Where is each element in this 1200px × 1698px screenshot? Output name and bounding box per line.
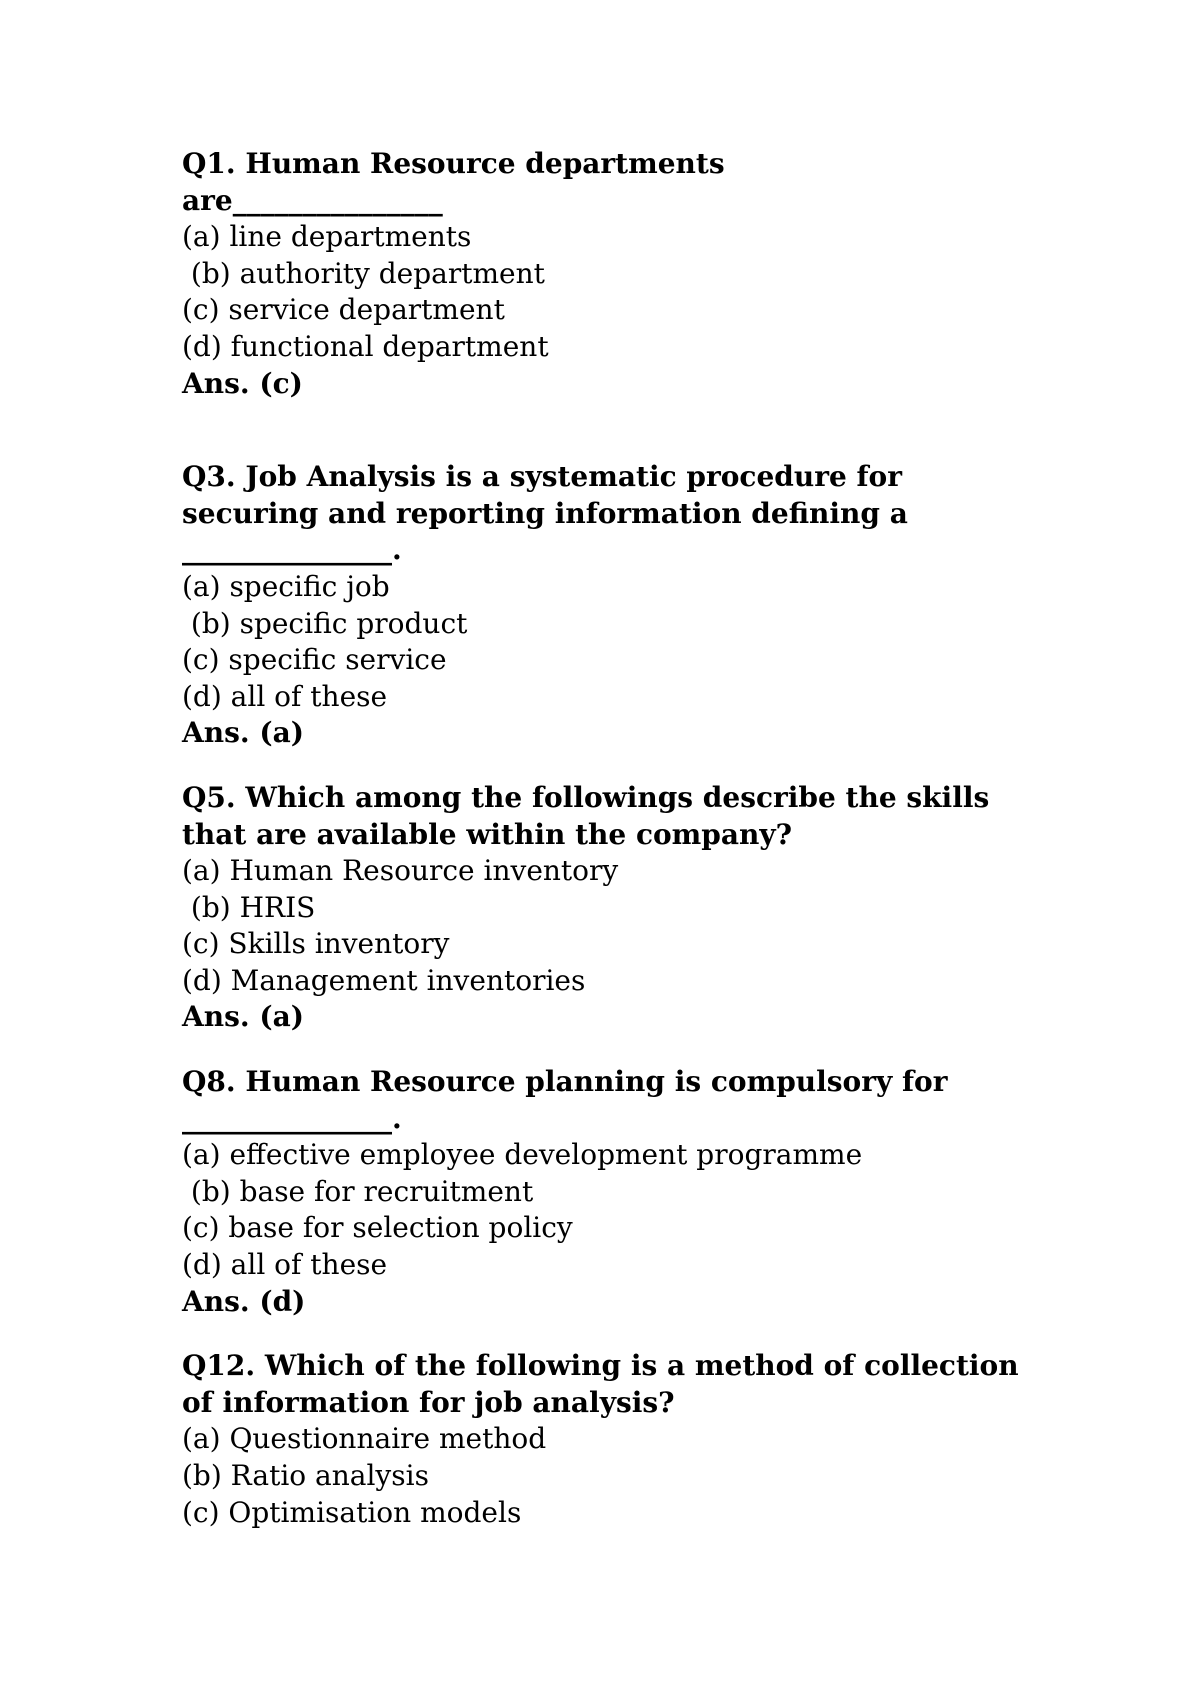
- option-a: (a) effective employee development programme: [182, 1138, 863, 1172]
- question-text: Q12. Which of the following is a method of collection of information for job analysis?: [182, 1349, 1019, 1419]
- question-block-q1: [182, 146, 1042, 402]
- option-c: (c) Optimisation models: [182, 1495, 522, 1529]
- answer-text: Ans. (a): [182, 1000, 304, 1034]
- option-c: (c) base for selection policy: [182, 1211, 573, 1245]
- question-block-q8: [182, 1064, 1042, 1320]
- spacer: [182, 1320, 1042, 1348]
- spacer: [182, 752, 1042, 780]
- spacer: [182, 1036, 1042, 1064]
- question-text: Q3. Job Analysis is a systematic procedure for securing and reporting information defining a _______________.: [182, 460, 908, 567]
- option-c: (c) service department: [182, 293, 505, 327]
- question-text: Q5. Which among the followings describe the skills that are available within the company?: [182, 780, 990, 851]
- spacer: [182, 402, 1042, 459]
- option-a: (a) specific job: [182, 569, 390, 603]
- option-c: (c) specific service: [182, 643, 447, 677]
- option-b: (b) HRIS: [182, 890, 316, 924]
- option-d: (d) functional department: [182, 329, 549, 363]
- answer-text: Ans. (a): [182, 716, 304, 750]
- option-b: (b) authority department: [182, 256, 545, 290]
- option-a: (a) Questionnaire method: [182, 1422, 547, 1456]
- question-block-q12: [182, 1348, 1042, 1531]
- option-a: (a) line departments: [182, 220, 472, 254]
- option-c: (c) Skills inventory: [182, 927, 450, 961]
- quiz-content: [182, 146, 1042, 1531]
- question-block-q5: [182, 780, 1042, 1036]
- option-d: (d) Management inventories: [182, 963, 586, 997]
- option-b: (b) specific product: [182, 606, 468, 640]
- option-d: (d) all of these: [182, 679, 388, 713]
- answer-text: Ans. (d): [182, 1284, 306, 1318]
- question-text: Q8. Human Resource planning is compulsory for _______________.: [182, 1065, 948, 1135]
- option-b: (b) base for recruitment: [182, 1174, 534, 1208]
- option-d: (d) all of these: [182, 1248, 388, 1282]
- option-a: (a) Human Resource inventory: [182, 854, 619, 888]
- question-block-q3: [182, 459, 1042, 752]
- option-b: (b) Ratio analysis: [182, 1459, 429, 1492]
- answer-text: Ans. (c): [182, 366, 303, 400]
- question-text: Q1. Human Resource departments are_______________: [182, 147, 725, 217]
